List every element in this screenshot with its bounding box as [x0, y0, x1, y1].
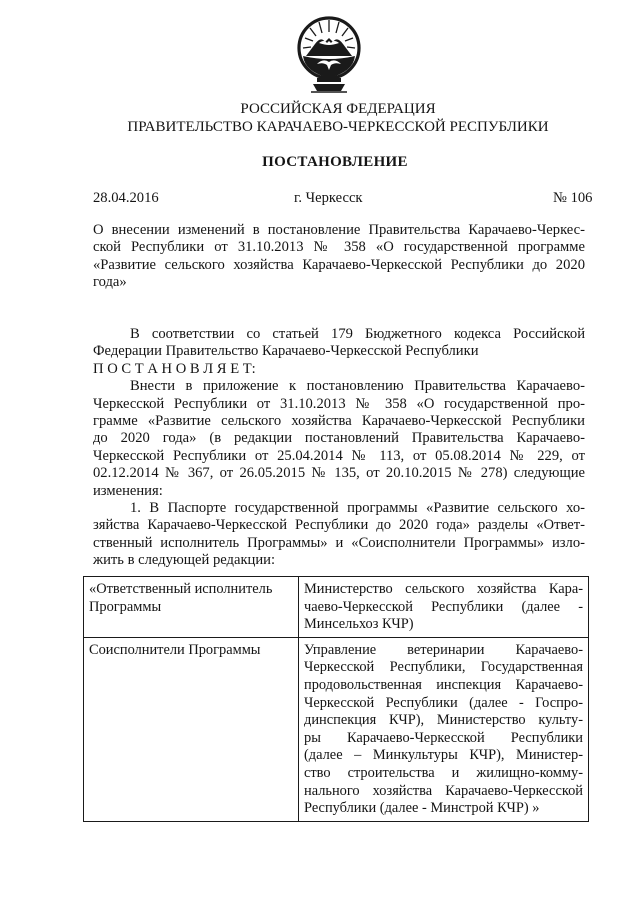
body-line: Черкесской Республики от 31.10.2013 № 358 «О государственной про- — [93, 395, 585, 412]
government-heading: ПРАВИТЕЛЬСТВО КАРАЧАЕВО-ЧЕРКЕССКОЙ РЕСПУБЛИКИ — [127, 119, 549, 135]
body-line: 1. В Паспорте государственной программы «Развитие сельского хо- — [130, 499, 585, 516]
cell-text: ство строительства и жилищно-комму- — [304, 764, 583, 781]
document-number: № 106 — [553, 190, 593, 206]
table-cell-value — [299, 637, 589, 821]
cell-text: нального хозяйства Карачаево-Черкесской — [304, 782, 583, 799]
cell-text: Республики (далее - Минстрой КЧР) » — [304, 800, 540, 817]
cell-text: Соисполнители Программы — [89, 641, 261, 658]
cell-text: (далее – Минкультуры КЧР), Министер- — [304, 747, 583, 764]
document-body — [93, 326, 585, 569]
cell-text: Черкесской Республики, Государственная — [304, 659, 583, 676]
body-line: жить в следующей редакции: — [93, 552, 276, 569]
cell-text: Управление ветеринарии Карачаево- — [304, 641, 583, 658]
body-line: грамме «Развитие сельского хозяйства Карачаево-Черкесской Республики — [93, 412, 585, 429]
document-type-title: ПОСТАНОВЛЕНИЕ — [262, 154, 408, 170]
table-row — [84, 637, 589, 821]
body-line: Федерации Правительство Карачаево-Черкесской Республики — [93, 343, 479, 360]
body-line: Внести в приложение к постановлению Правительства Карачаево- — [130, 378, 585, 395]
subject-line: ской Республики от 31.10.2013 № 358 «О государственной программе — [93, 239, 585, 256]
document-subject — [93, 222, 585, 292]
subject-line: О внесении изменений в постановление Правительства Карачаево-Черкес- — [93, 222, 585, 238]
coat-of-arms-icon — [297, 12, 361, 94]
table-cell-label — [84, 577, 299, 638]
country-heading: РОССИЙСКАЯ ФЕДЕРАЦИЯ — [240, 101, 436, 117]
cell-text: Программы — [89, 598, 162, 615]
coat-of-arms-emblem — [297, 12, 361, 94]
resolve-word: П О С Т А Н О В Л Я Е Т: — [93, 360, 256, 377]
body-line: 02.12.2014 № 367, от 26.05.2015 № 135, от 20.10.2015 № 278) следующие — [93, 465, 585, 482]
table-row — [84, 577, 589, 638]
body-line: Черкесской Республики от 25.04.2014 № 113, от 05.08.2014 № 229, от — [93, 447, 585, 464]
body-line: ственный исполнитель Программы» и «Соисполнители Программы» излo- — [93, 534, 585, 551]
body-line: В соответствии со статьей 179 Бюджетного кодекса Российской — [130, 326, 585, 342]
document-date: 28.04.2016 — [93, 190, 159, 206]
cell-text: Минсельхоз КЧР) — [304, 616, 414, 633]
body-line: изменения: — [93, 482, 163, 499]
cell-text: Министерство сельского хозяйства Кара- — [304, 581, 583, 597]
program-passport-table — [83, 576, 589, 822]
document-city: г. Черкесск — [294, 190, 363, 206]
cell-text: Черкесской Республики (далее - Госпро- — [304, 694, 583, 711]
table-cell-value — [299, 577, 589, 638]
table-cell-label — [84, 637, 299, 821]
cell-text: динспекция КЧР), Министерство культу- — [304, 712, 583, 729]
body-line: до 2020 года» (в редакции постановлений Правительства Карачаево- — [93, 430, 585, 447]
body-line: зяйства Карачаево-Черкесской Республики до 2020 года» разделы «Ответ- — [93, 517, 585, 534]
cell-text: чаево-Черкесской Республики (далее - — [304, 598, 583, 615]
cell-text: «Ответственный исполнитель — [89, 581, 273, 597]
cell-text: ры Карачаево-Черкесской Республики — [304, 729, 583, 746]
cell-text: продовольственная инспекция Карачаево- — [304, 676, 583, 693]
subject-line: «Развитие сельского хозяйства Карачаево-Черкесской Республики до 2020 — [93, 256, 585, 273]
subject-line: года» — [93, 274, 127, 291]
